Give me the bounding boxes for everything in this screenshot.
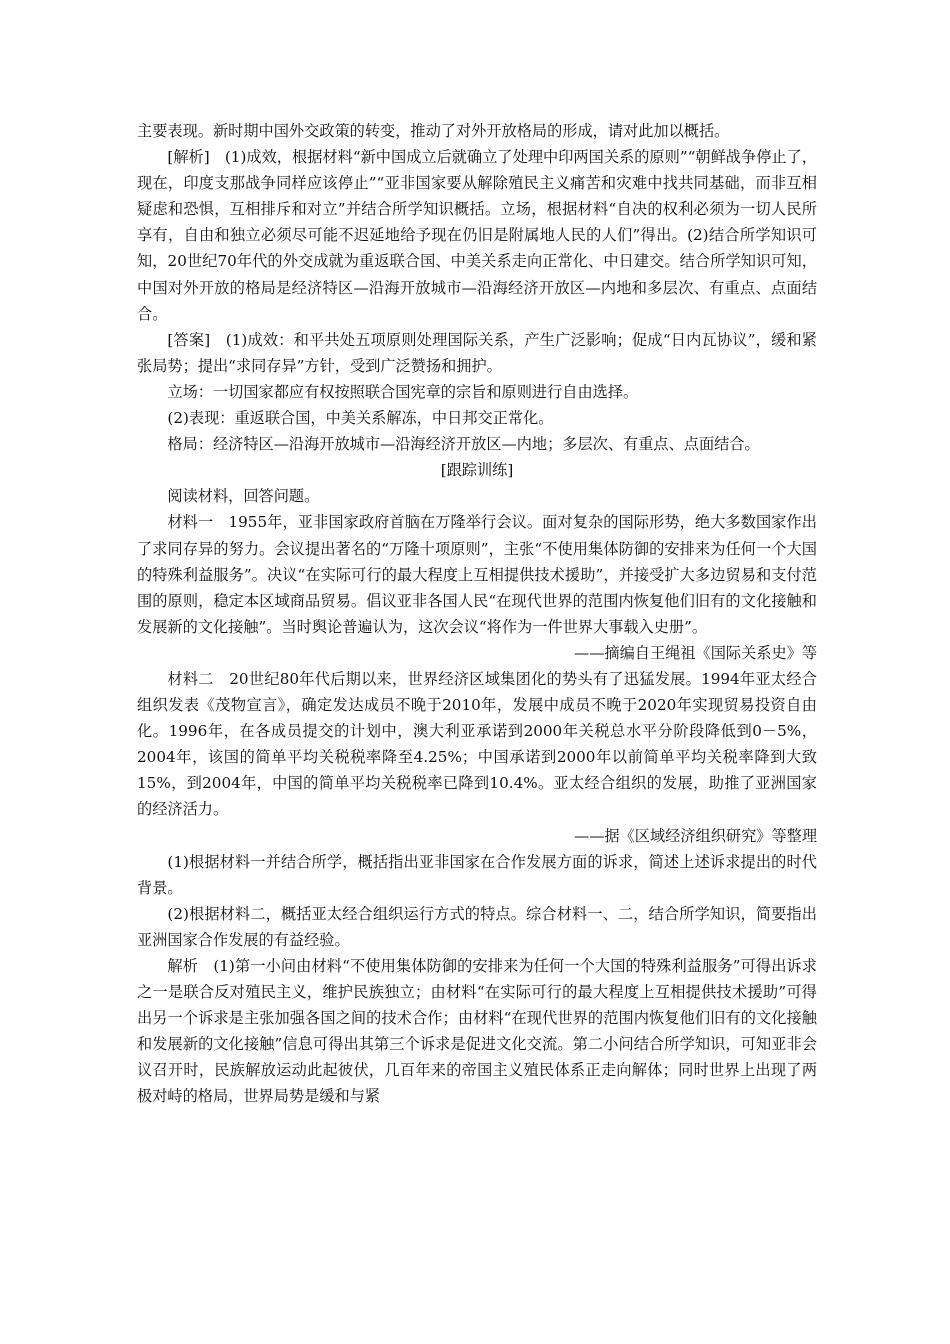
paragraph-material-two: 材料二 20世纪80年代后期以来，世界经济区域集团化的势头有了迅猛发展。1994年亚太经合组织发表《茂物宣言》，确定发达成员不晚于2010年，发展中成员不晚于2020年实现贸易投资自由化。1996年，在各成员提交的计划中，澳大利亚承诺到2000年关税总水平分阶段降低到0－5%，2004年，该国的简单平均关税税率降至4.25%；中国承诺到2000年以前简单平均关税率降到大致15%，到2004年，中国的简单平均关税税率已降到10.4%。亚太经合组织的发展，助推了亚洲国家的经济活力。 (137, 669, 817, 819)
question-one: (1)根据材料一并结合所学，概括指出亚非国家在合作发展方面的诉求，简述上述诉求提出的时代背景。 (137, 852, 817, 897)
paragraph-answer-position: 立场：一切国家都应有权按照联合国宪章的宗旨和原则进行自由选择。 (167, 382, 639, 401)
question-two: (2)根据材料二，概括亚太经合组织运行方式的特点。综合材料一、二，结合所学知识，简要指出亚洲国家合作发展的有益经验。 (137, 904, 817, 949)
paragraph-solution: 解析 (1)第一小问由材料“不使用集体防御的安排来为任何一个大国的特殊利益服务”可得出诉求之一是联合反对殖民主义，维护民族独立；由材料“在实际可行的最大程度上互相提供技术援助”可得出另一个诉求是主张加强各国之间的技术合作；由材料“在现代世界的范围内恢复他们旧有的文化接触和发展新的文化接触”信息可得出其第三个诉求是促进文化交流。第二小问结合所学知识，可知亚非会议召开时，民族解放运动此起彼伏，几百年来的帝国主义殖民体系正走向解体；同时世界上出现了两极对峙的格局，世界局势是缓和与紧 (137, 957, 817, 1106)
paragraph-answer: [答案] (1)成效：和平共处五项原则处理国际关系，产生广泛影响；促成“日内瓦协议”，缓和紧张局势；提出“求同存异”方针，受到广泛赞扬和拥护。 (137, 330, 817, 375)
paragraph-intro: 主要表现。新时期中国外交政策的转变，推动了对外开放格局的形成，请对此加以概括。 (137, 122, 730, 140)
citation-material-two: ——据《区域经济组织研究》等整理 (574, 826, 817, 845)
section-heading-tracking-training: [跟踪训练] (440, 461, 514, 480)
paragraph-instruction: 阅读材料，回答问题。 (167, 487, 320, 506)
paragraph-analysis: [解析] (1)成效，根据材料“新中国成立后就确立了处理中印两国关系的原则”“朝鲜战争停止了，现在，印度支那战争同样应该停止”“亚非国家要从解除殖民主义痛苦和灾难中找共同基础，而非互相疑虑和恐惧，互相排斥和对立”并结合所学知识概括。立场，根据材料“自决的权利必须为一切人民所享有，自由和独立必须尽可能不迟延地给予现在仍旧是附属地人民的人们”得出。(2)结合所学知识可知，20世纪70年代的外交成就为重返联合国、中美关系走向正常化、中日建交。结合所学知识可知，中国对外开放的格局是经济特区—沿海开放城市—沿海经济开放区—内地和多层次、有重点、点面结合。 (137, 148, 817, 323)
document-page (137, 118, 817, 1110)
citation-material-one: ——摘编自王绳祖《国际关系史》等 (574, 643, 817, 662)
paragraph-answer-pattern: 格局：经济特区—沿海开放城市—沿海经济开放区—内地；多层次、有重点、点面结合。 (167, 435, 760, 454)
paragraph-answer-performance: (2)表现：重返联合国，中美关系解冻，中日邦交正常化。 (167, 409, 554, 428)
paragraph-material-one: 材料一 1955年，亚非国家政府首脑在万隆举行会议。面对复杂的国际形势，绝大多数国家作出了求同存异的努力。会议提出著名的“万隆十项原则”，主张“不使用集体防御的安排来为任何一个大国的特殊利益服务”。决议“在实际可行的最大程度上互相提供技术援助”，并接受扩大多边贸易和支付范围的原则，稳定本区域商品贸易。倡议亚非各国人民“在现代世界的范围内恢复他们旧有的文化接触和发展新的文化接触”。当时舆论普遍认为，这次会议“将作为一件世界大事载入史册”。 (137, 513, 817, 636)
